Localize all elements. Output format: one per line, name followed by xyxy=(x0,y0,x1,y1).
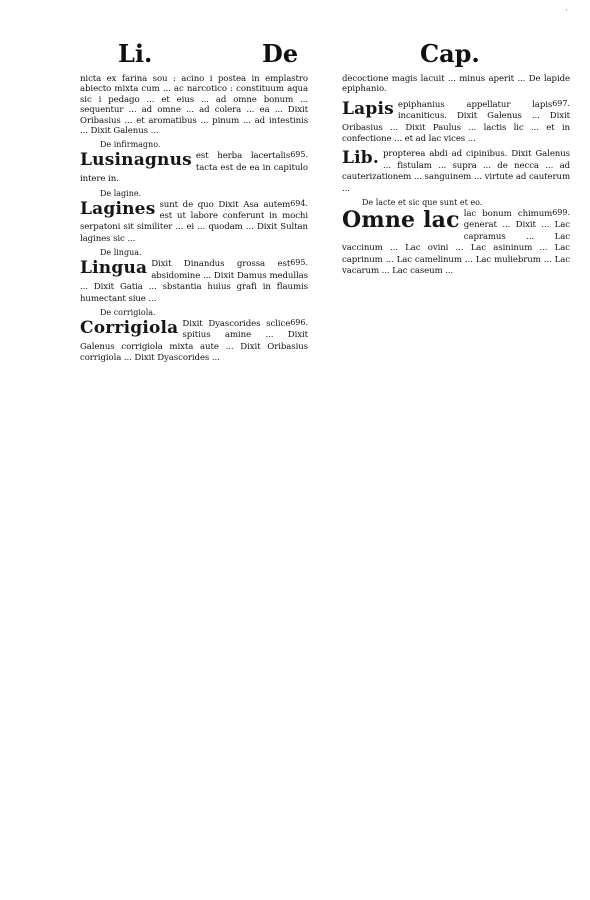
entry-corrigiola xyxy=(80,308,308,364)
entry-omne-lac xyxy=(342,198,570,276)
running-head-right: Cap. xyxy=(420,39,480,68)
entry-ref-number: 695. xyxy=(290,258,308,268)
entry-lagines xyxy=(80,189,308,245)
entry-headword: Lapis xyxy=(342,98,394,119)
right-column xyxy=(342,74,570,886)
entry-text: Dixit Dyascorides sclice spitius amine ... Dixit Galenus corrigiola mixta aute ... Dixit Oribasius corrigiola ... Dixit Dyascorides ... xyxy=(80,318,308,364)
entry-ref-number: 697. xyxy=(552,98,570,108)
entry-text: propterea abdi ad cipinibus. Dixit Galenus ... fistulam ... supra ... de necca ... ad cauterizationem ... sanguinem ... virtute ad cauterum ... xyxy=(342,149,570,194)
entry-ref-number: 699. xyxy=(552,208,570,218)
entry-marker: De corrigiola. xyxy=(100,307,156,317)
left-intro-text: nicta ex farina sou : acino i postea in emplastro abiecto mixta cum ... ac narcotico : constituum aqua sic i pedago ... et eius ... ad omne bonum ... sequentur ... ad omne ... ad colera ... ea ... Dixit Oribasius ... et aromatibus ... pinum ... ad intestinis ... Dixit Galenus ... xyxy=(80,74,308,137)
running-head xyxy=(0,40,590,70)
entry-headword: Lib. xyxy=(342,148,380,169)
entry-ref-number: 695. xyxy=(290,150,308,160)
entry-text: sunt de quo Dixit Asa autem est ut labore conferunt in mochi serpatoni sit similiter ... ei ... quodam ... Dixit Sultan lagines sic ... xyxy=(80,199,308,244)
entry-ref-number: 694. xyxy=(290,198,308,208)
entry-lusinagnus xyxy=(80,140,308,184)
entry-text: lac bonum chimum generat ... Dixit ... Lac capramus ... Lac vaccinum ... Lac ovini ... Lac asininum ... Lac caprinum ... Lac camelinum ... Lac muliebrum ... Lac vacarum ... Lac caseum ... xyxy=(342,209,570,277)
entry-marker: De infirmagno. xyxy=(100,140,161,150)
entry-text: Dixit Dinandus grossa est absidomine ... Dixit Damus medullas ... Dixit Gatia ... sbstantia huius grafi in flaumis humectant siue ... xyxy=(80,259,308,304)
entry-ref-number: 696. xyxy=(290,317,308,327)
running-head-middle: De xyxy=(262,39,299,68)
entry-marker: De lagine. xyxy=(100,188,142,198)
entry-headword: Lingua xyxy=(80,258,148,279)
entry-lapis xyxy=(342,99,570,145)
corner-mark: · xyxy=(565,6,568,16)
entry-marker: De lingua. xyxy=(100,248,142,258)
running-head-left: Li. xyxy=(118,39,153,68)
entry-headword: Lusinagnus xyxy=(80,150,192,171)
entry-lib xyxy=(342,148,570,194)
entry-headword: Lagines xyxy=(80,198,156,219)
left-column xyxy=(80,74,308,886)
entry-text: est herba lacertalis tacta est de ea in capitulo intere in. xyxy=(80,151,308,185)
entry-headword: Corrigiola xyxy=(80,317,179,338)
entry-lingua xyxy=(80,248,308,304)
right-intro-text: decoctione magis lacuit ... minus aperit ... De lapide epiphanio. xyxy=(342,74,570,95)
entry-headword: Omne lac xyxy=(342,207,460,234)
entry-text: epiphanius appellatur lapis incaniticus. Dixit Galenus ... Dixit Oribasius ... Dixit Paulus ... lactis lic ... et in confectione ... et ad lac vices ... xyxy=(342,99,570,145)
entry-marker: De lacte et sic que sunt et eo. xyxy=(362,198,483,208)
